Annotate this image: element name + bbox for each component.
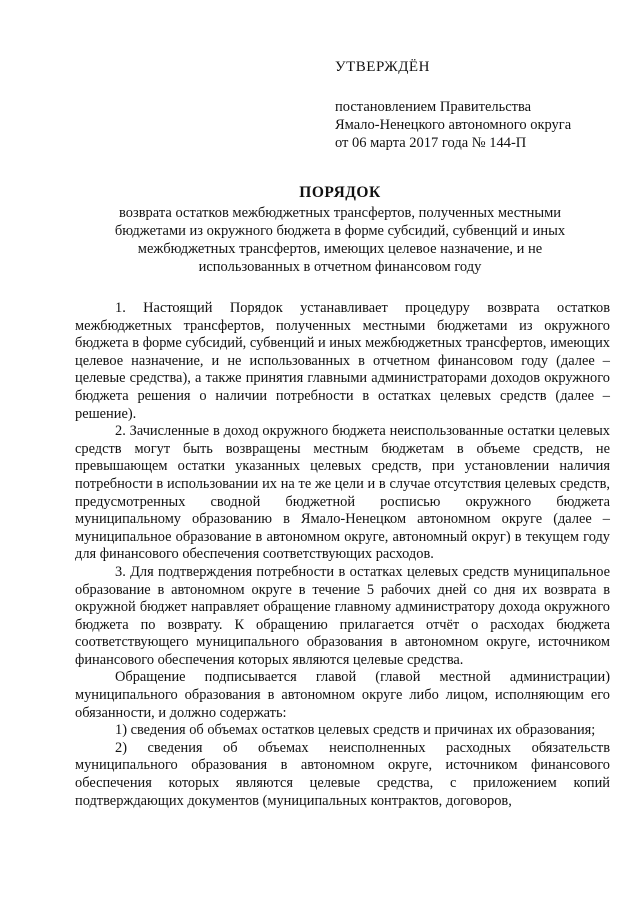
document-title: ПОРЯДОК — [299, 184, 381, 201]
paragraph-2: 2. Зачисленные в доход окружного бюджета неиспользованные остатки целевых средств могут быть возвращены местным бюджетам в объеме средств, не превышающем остатки указанных целевых средств, при установлении наличия потребности в использовании их на те же цели и в случае отсутствия целевых средств, предусмотренных сводной бюджетной росписью окружного бюджета муниципальному образованию в Ямало-Ненецком автономном округе (далее – муниципальное образование в автономном округе, автономный округ) в текущем году для финансового обеспечения соответствующих расходов. — [75, 423, 610, 563]
approval-line-2: Ямало-Ненецкого автономного округа — [335, 117, 572, 133]
approval-block — [335, 58, 635, 152]
paragraph-3: 3. Для подтверждения потребности в остатках целевых средств муниципальное образование в автономном округе в течение 5 рабочих дней со дня их возврата в окружной бюджет направляет обращение главному администратору дохода окружного бюджета по возврату. К обращению прилагается отчёт о расходах бюджета соответствующего муниципального образования в автономном округе, источником финансового обеспечения которых являются целевые средства. — [75, 563, 610, 668]
paragraph-5: 1) сведения об объемах остатков целевых средств и причинах их образования; — [115, 722, 596, 739]
paragraph-6: 2) сведения об объемах неисполненных расходных обязательств муниципального образования в автономном округе, источником финансового обеспечения которых являются целевые средства, с приложением копий подтверждающих документов (муниципальных контрактов, договоров, — [75, 739, 610, 809]
approval-line-1: постановлением Правительства — [335, 99, 532, 115]
approval-line-3: от 06 марта 2017 года № 144-П — [335, 135, 527, 151]
document-subtitle: возврата остатков межбюджетных трансфертов, полученных местными бюджетами из окружного бюджета в форме субсидий, субвенций и иных межбюджетных трансфертов, имеющих целевое назначение, и не использованных в отчетном финансовом году — [114, 205, 566, 275]
document-title-block — [100, 184, 580, 276]
document-body — [75, 300, 610, 810]
paragraph-4: Обращение подписывается главой (главой местной администрации) муниципального образования в автономном округе либо лицом, исполняющим его обязанности, и должно содержать: — [75, 669, 610, 721]
approval-heading: УТВЕРЖДЁН — [335, 59, 430, 75]
paragraph-1: 1. Настоящий Порядок устанавливает процедуру возврата остатков межбюджетных трансфертов, полученных местными бюджетами из окружного бюджета в форме субсидий, субвенций и иных межбюджетных трансфертов, имеющих целевое назначение, и не использованных в отчетном финансовом году (далее – целевые средства), а также принятия главными администраторами доходов окружного бюджета решения о наличии потребности в остатках целевых средств (далее – решение). — [75, 300, 610, 422]
